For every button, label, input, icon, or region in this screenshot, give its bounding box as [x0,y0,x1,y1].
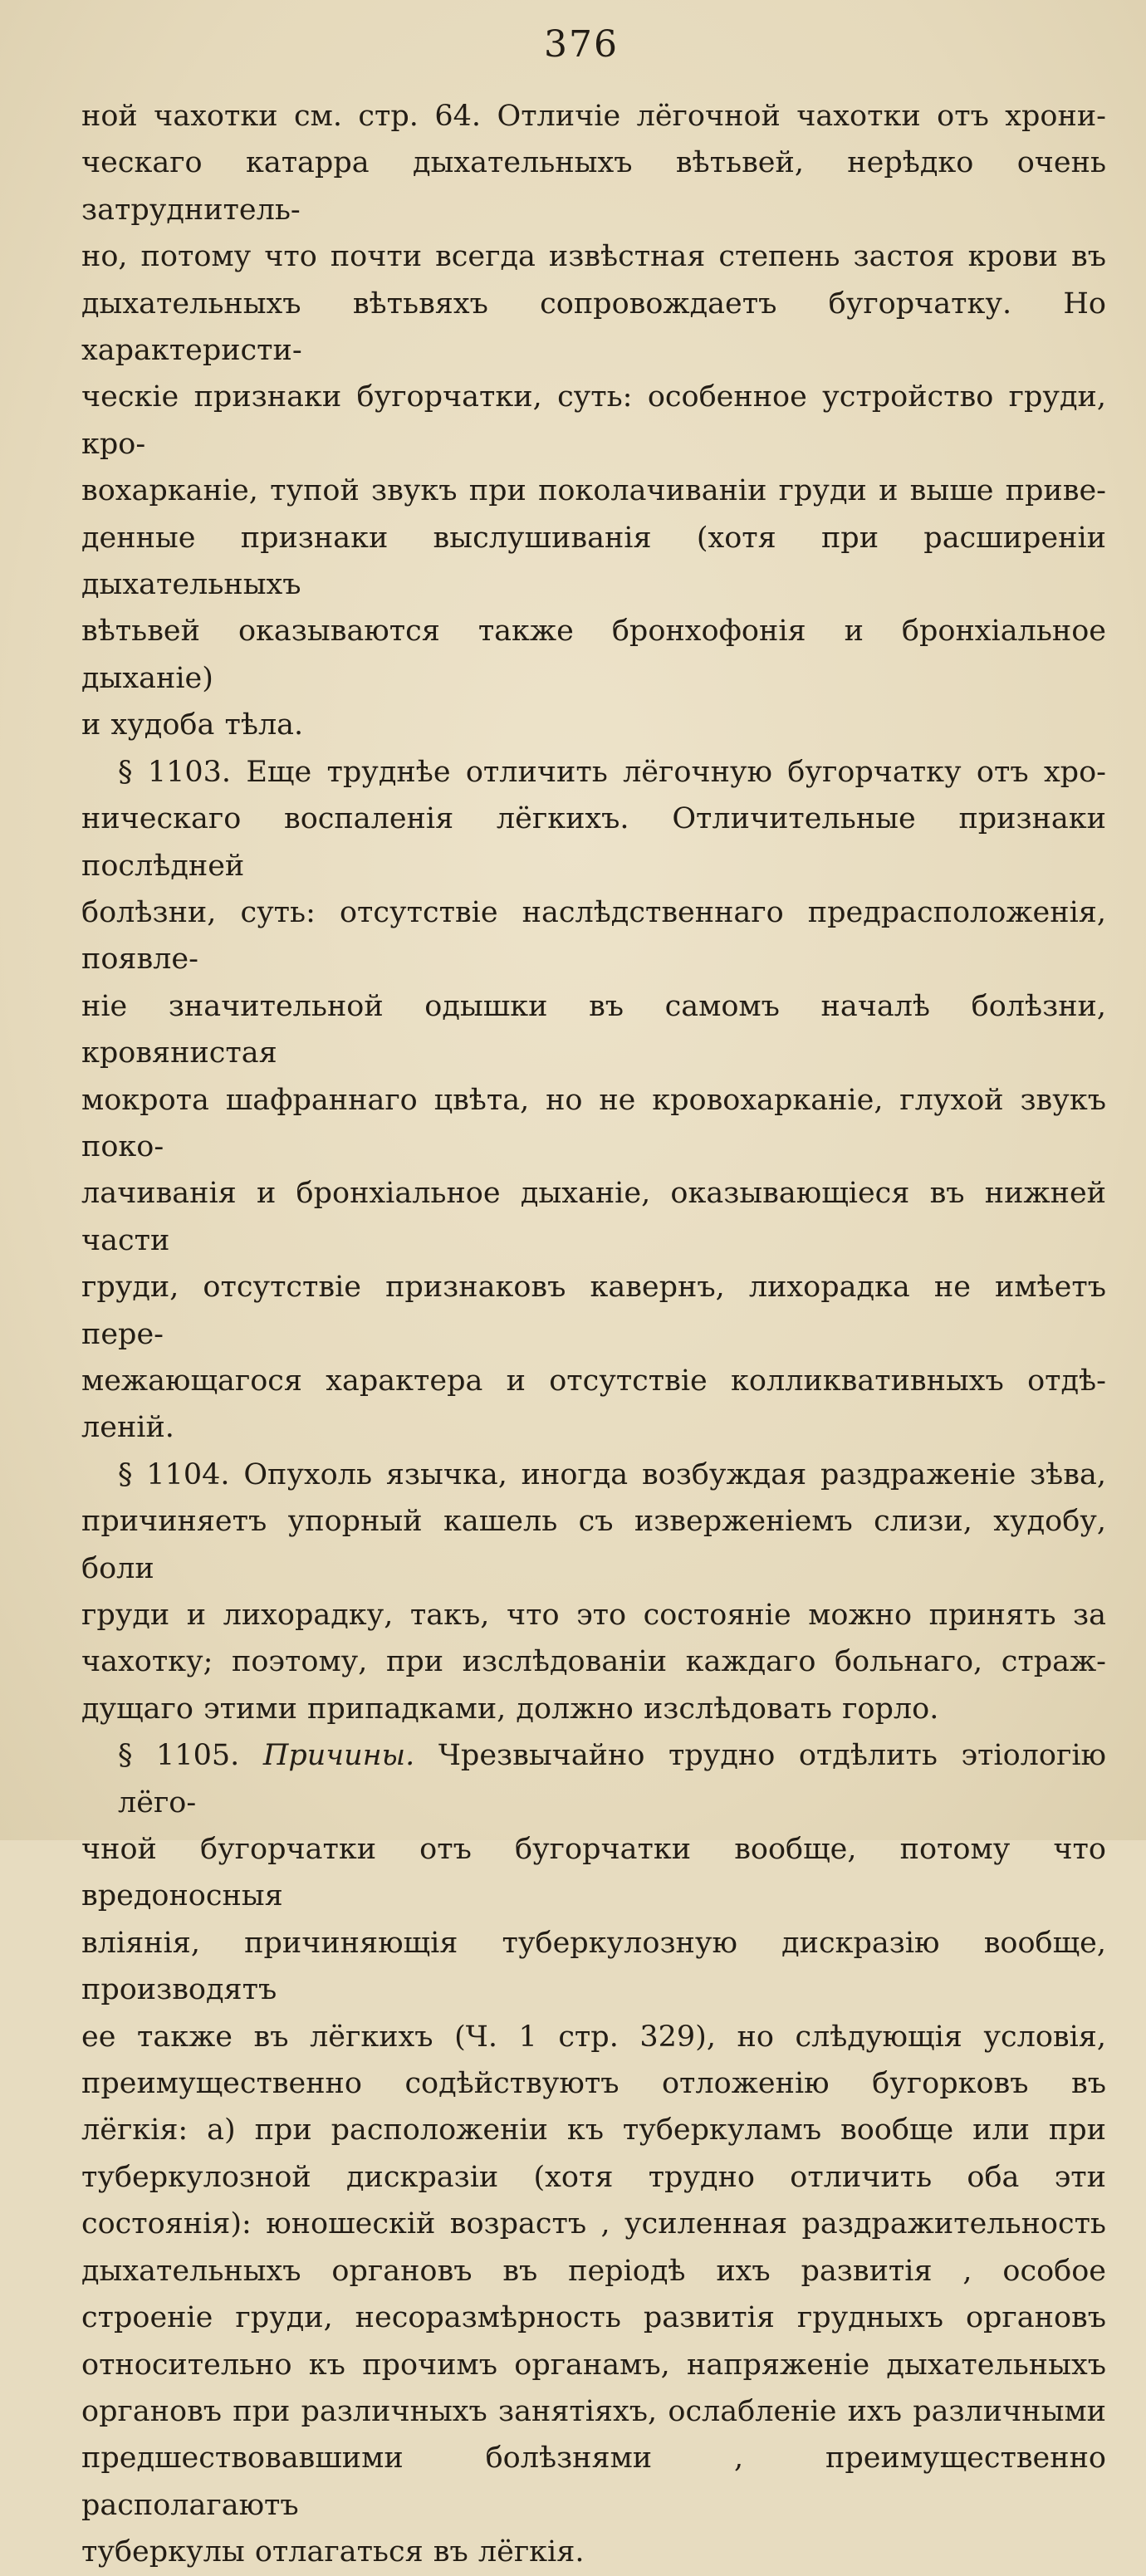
text-line: но, потому что почти всегда извѣстная степень застоя крови въ [81,240,1106,274]
text-line: относительно къ прочимъ органамъ, напряженіе дыхательныхъ [81,2348,1106,2382]
text-line: ческіе признаки бугорчатки, суть: особенное устройство груди, кро- [81,380,1106,461]
paragraph-1103 [81,749,1106,1452]
section-number: § 1104. [118,1457,230,1491]
text-line [81,1732,1106,1826]
text-line: дыхательныхъ вѣтьвяхъ сопровождаетъ бугорчатку. Но характеристи- [81,286,1106,368]
page-number: 376 [544,23,619,66]
section-heading: Причины. [262,1739,415,1773]
section-number: § 1105. [118,1739,240,1773]
text-line: органовъ при различныхъ занятіяхъ, ослабленіе ихъ различными [81,2394,1106,2428]
text-line: лёгкія: а) при расположеніи къ туберкуламъ вообще или при [81,2113,1106,2147]
paragraph-1 [81,93,1106,749]
text-line: чахотку; поэтому, при изслѣдованіи каждаго больнаго, страж- [81,1645,1106,1679]
text-line-content: Чрезвычайно трудно отдѣлить этіологію лёго- [118,1739,1106,1819]
text-line [81,1452,1106,1498]
section-number: § 1103. [118,755,232,789]
text-line-content: Опухоль язычка, иногда возбуждая раздраженіе зѣва, [243,1457,1106,1491]
text-line: состоянія): юношескій возрастъ , усиленная раздражительность [81,2207,1106,2241]
text-line: лачиванія и бронхіальное дыханіе, оказывающіеся въ нижней части [81,1177,1106,1257]
text-line: предшествовавшими болѣзнями , преимущественно располагаютъ [81,2441,1106,2522]
text-line [81,749,1106,796]
text-line: чной бугорчатки отъ бугорчатки вообще, потому что вредоносныя [81,1833,1106,1913]
text-line: ническаго воспаленія лёгкихъ. Отличительные признаки послѣдней [81,802,1106,883]
text-line: и худоба тѣла. [81,708,304,742]
text-line: вѣтьвей оказываются также бронхофонія и бронхіальное дыханіе) [81,615,1106,695]
text-line: туберкулозной дискразіи (хотя трудно отличить оба эти [81,2160,1106,2194]
text-line: строеніе груди, несоразмѣрность развитія грудныхъ органовъ [81,2301,1106,2335]
paragraph-1104 [81,1452,1106,1732]
text-line: леній. [81,1411,174,1445]
text-line: дыхательныхъ органовъ въ періодѣ ихъ развитія , особое [81,2254,1106,2288]
text-line: причиняетъ упорный кашель съ изверженіемъ слизи, худобу, боли [81,1505,1106,1585]
text-line: болѣзни, суть: отсутствіе наслѣдственнаго предрасположенія, появле- [81,895,1106,977]
body-text [81,93,1106,2576]
text-line: ной чахотки см. стр. 64. Отличіе лёгочной чахотки отъ хрони- [81,100,1106,133]
text-line: ніе значительной одышки въ самомъ началѣ болѣзни, кровянистая [81,989,1106,1070]
text-line: груди и лихорадку, такъ, что это состояніе можно принять за [81,1599,1106,1632]
text-line-content: Еще труднѣе отличить лёгочную бугорчатку отъ хро- [246,755,1106,789]
text-line: преимущественно содѣйствуютъ отложенію бугорковъ въ [81,2067,1106,2101]
text-line: дущаго этими припадками, должно изслѣдовать горло. [81,1692,939,1726]
text-line: вохарканіе, тупой звукъ при поколачиваніи груди и выше приве- [81,474,1106,508]
text-line: груди, отсутствіе признаковъ кавернъ, лихорадка не имѣетъ пере- [81,1271,1106,1351]
paragraph-1105 [81,1732,1106,2575]
text-line: вліянія, причиняющія туберкулозную дискразію вообще, производятъ [81,1926,1106,2007]
text-line: туберкулы отлагаться въ лёгкія. [81,2535,585,2569]
text-line: ческаго катарра дыхательныхъ вѣтьвей, нерѣдко очень затруднитель- [81,146,1106,227]
text-line: денные признаки выслушиванія (хотя при расширеніи дыхательныхъ [81,521,1106,602]
text-line: мокрота шафраннаго цвѣта, но не кровохарканіе, глухой звукъ поко- [81,1083,1106,1163]
text-line: ее также въ лёгкихъ (Ч. 1 стр. 329), но слѣдующія условія, [81,2020,1106,2054]
text-line: межающагося характера и отсутствіе колликвативныхъ отдѣ- [81,1364,1106,1398]
